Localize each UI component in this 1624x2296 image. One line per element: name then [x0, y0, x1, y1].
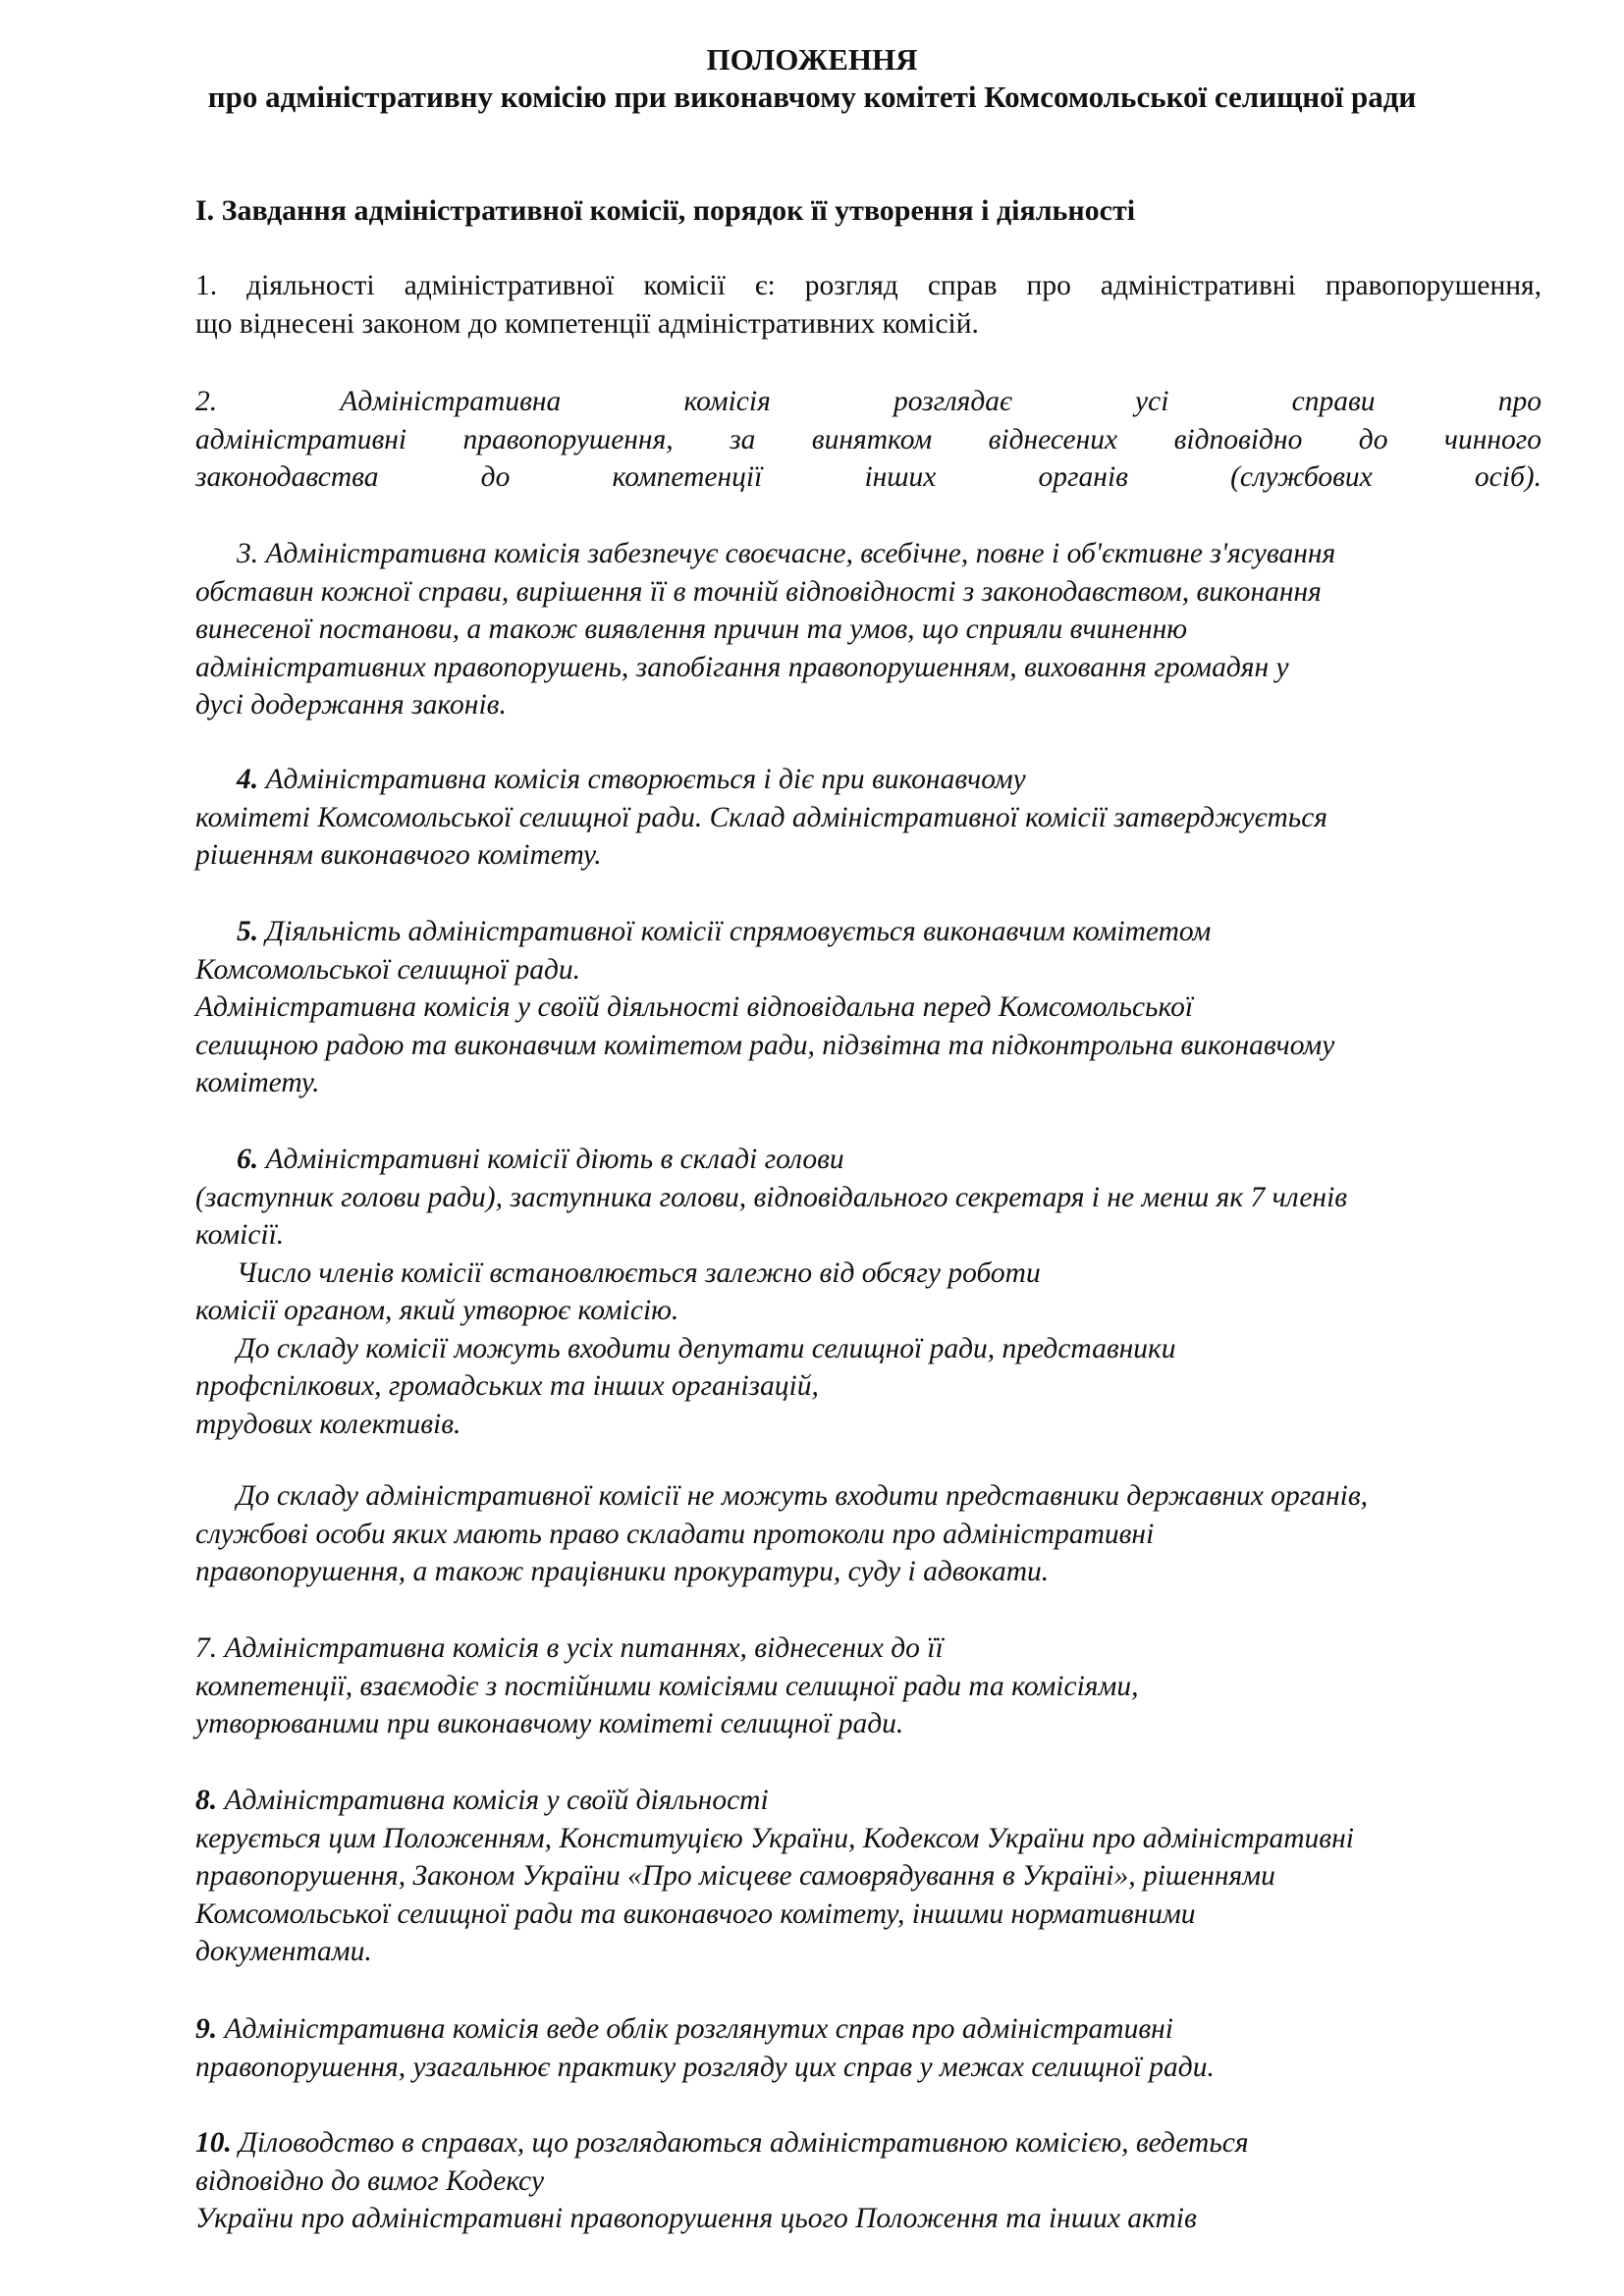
paragraph-number: 5. [237, 916, 259, 947]
paragraph-line: законодавства до компетенції інших органів (службових осіб). [195, 461, 1542, 493]
section-heading: І. Завдання адміністративної комісії, порядок її утворення і діяльності [195, 194, 1136, 227]
paragraph-line: комітету. [195, 1067, 320, 1098]
paragraph-number: 9. [195, 2013, 218, 2045]
paragraph-line: 1. діяльності адміністративної комісії є: розгляд справ про адміністративні правопорушення, [195, 270, 1542, 301]
paragraph-line: адміністративних правопорушень, запобігання правопорушенням, виховання громадян у [195, 651, 1289, 683]
paragraph-line: комітеті Комсомольської селищної ради. Склад адміністративної комісії затверджується [195, 801, 1328, 833]
paragraph-line: 6. Адміністративні комісії діють в складі голови [237, 1144, 844, 1175]
paragraph-10 [195, 2124, 1542, 2238]
paragraph-line: правопорушення, а також працівники прокуратури, суду і адвокати. [195, 1556, 1050, 1587]
paragraph-line: Комсомольської селищної ради та виконавчого комітету, іншими нормативними [195, 1897, 1196, 1930]
paragraph-line: компетенції, взаємодіє з постійними комісіями селищної ради та комісіями, [195, 1670, 1139, 1702]
paragraph-number: 6. [237, 1144, 259, 1175]
paragraph-line: До складу комісії можуть входити депутати селищної ради, представники [237, 1332, 1176, 1364]
paragraph-number: 4. [237, 764, 259, 795]
paragraph-line: До складу адміністративної комісії не можуть входити представники державних органів, [237, 1480, 1369, 1512]
paragraph-line: утворюваними при виконавчому комітеті селищної ради. [195, 1708, 904, 1739]
paragraph-line: 4. Адміністративна комісія створюється і діє при виконавчому [237, 764, 1026, 795]
paragraph-line: селищною радою та виконавчим комітетом ради, підзвітна та підконтрольна виконавчому [195, 1029, 1335, 1061]
document-subtitle: про адміністративну комісію при виконавчому комітеті Комсомольської селищної ради [207, 80, 1417, 114]
paragraph-1 [195, 267, 1542, 343]
paragraph-6 [195, 1141, 1542, 1443]
paragraph-9 [195, 2010, 1542, 2086]
paragraph-line: (заступник голови ради), заступника голови, відповідального секретаря і не менш як 7 членів [195, 1181, 1348, 1213]
paragraph-number: 10. [195, 2127, 232, 2159]
paragraph-line: профспілкових, громадських та інших організацій, [195, 1370, 819, 1402]
paragraph-line: 7. Адміністративна комісія в усіх питаннях, віднесених до її [195, 1632, 944, 1664]
paragraph-line: комісії органом, який утворює комісію. [195, 1295, 679, 1326]
paragraph-8 [195, 1782, 1542, 1971]
paragraph-number: 8. [195, 1785, 218, 1816]
paragraph-line: рішенням виконавчого комітету. [195, 839, 602, 871]
paragraph-line: керується цим Положенням, Конституцією України, Кодексом України про адміністративні [195, 1822, 1354, 1854]
paragraph-line: 2. Адміністративна комісія розглядає усі справи про [195, 386, 1542, 417]
paragraph-5 [195, 913, 1542, 1102]
document-title: ПОЛОЖЕННЯ [706, 42, 918, 77]
paragraph-line: що віднесені законом до компетенції адміністративних комісій. [195, 307, 979, 340]
paragraph-line: відповідно до вимог Кодексу [195, 2164, 545, 2197]
paragraph-line: 5. Діяльність адміністративної комісії спрямовується виконавчим комітетом [237, 916, 1212, 947]
paragraph-line: комісії. [195, 1219, 285, 1251]
paragraph-line: трудових колективів. [195, 1408, 461, 1440]
paragraph-line: обставин кожної справи, вирішення її в точній відповідності з законодавством, виконання [195, 575, 1322, 608]
paragraph-line: 9. Адміністративна комісія веде облік розглянутих справ про адміністративні [195, 2013, 1173, 2045]
paragraph-line: 8. Адміністративна комісія у своїй діяльності [195, 1785, 769, 1816]
paragraph-4 [195, 761, 1542, 875]
paragraph-6b [195, 1477, 1542, 1591]
paragraph-3 [195, 535, 1542, 724]
paragraph-line: Число членів комісії встановлюється залежно від обсягу роботи [237, 1256, 1041, 1289]
paragraph-line: службові особи яких мають право складати протоколи про адміністративні [195, 1518, 1155, 1550]
paragraph-line: дусі додержання законів. [195, 689, 507, 721]
paragraph-2 [195, 383, 1542, 497]
paragraph-line: винесеної постанови, а також виявлення причин та умов, що сприяли вчиненню [195, 614, 1188, 645]
paragraph-line: правопорушення, Законом України «Про місцеве самоврядування в Україні», рішеннями [195, 1860, 1275, 1892]
paragraph-line: 3. Адміністративна комісія забезпечує своєчасне, всебічне, повне і об'єктивне з'ясування [237, 538, 1336, 569]
paragraph-line: документами. [195, 1936, 372, 1967]
paragraph-line: правопорушення, узагальнює практику розгляду цих справ у межах селищної ради. [195, 2051, 1215, 2083]
paragraph-line: Адміністративна комісія у своїй діяльності відповідальна перед Комсомольської [195, 991, 1194, 1023]
paragraph-7 [195, 1629, 1542, 1743]
paragraph-line: адміністративні правопорушення, за винятком віднесених відповідно до чинного [195, 423, 1542, 455]
paragraph-line: Комсомольської селищної ради. [195, 953, 580, 986]
paragraph-line: України про адміністративні правопорушення цього Положення та інших актів [195, 2203, 1197, 2234]
paragraph-line: 10. Діловодство в справах, що розглядаються адміністративною комісією, ведеться [195, 2127, 1249, 2159]
